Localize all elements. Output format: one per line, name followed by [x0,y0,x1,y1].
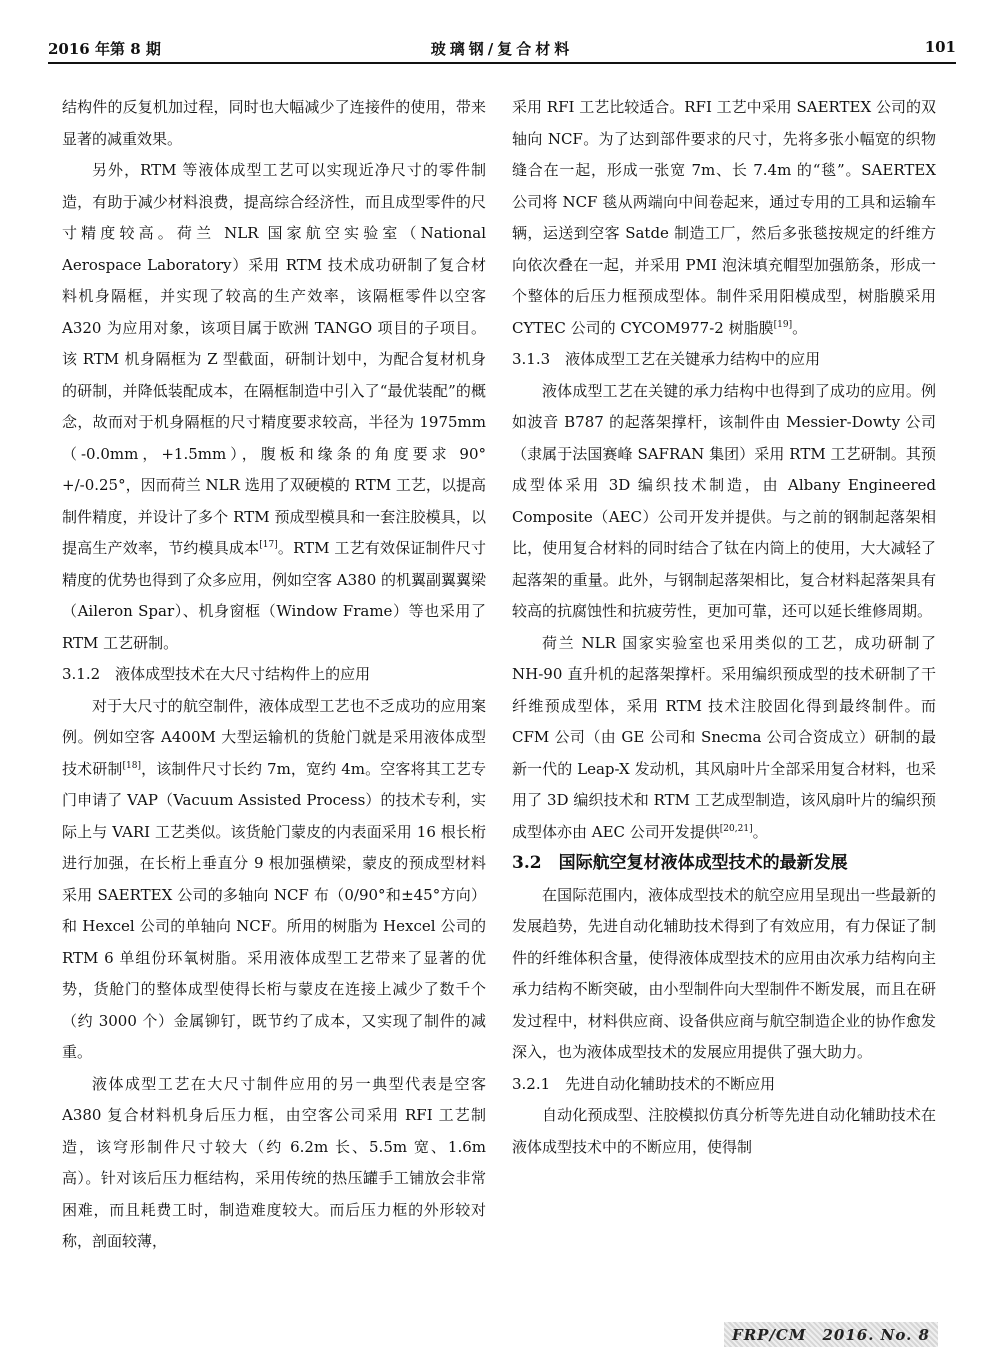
paragraph-text: 。RTM 工艺有效保证制件尺寸精度的优势也得到了众多应用，例如空客 A380 的机翼副翼翼梁（Aileron Spar）、机身窗框（Window Frame）等也采用了 RTM 工艺研制。 [62,539,487,652]
paragraph [62,691,486,1069]
running-header [48,34,956,64]
header-rule [48,62,956,64]
page-number: 101 [924,38,956,56]
paragraph-text: 对于大尺寸的航空制件，液体成型工艺也不乏成功的应用案例。例如空客 A400M 大型运输机的货舱门就是采用液体成型技术研制 [62,696,486,778]
citation: [20,21] [719,823,753,834]
paragraph-text: 采用 RFI 工艺比较适合。RFI 工艺中采用 SAERTEX 公司的双轴向 NCF。为了达到部件要求的尺寸，先将多张小幅宽的织物缝合在一起，形成一张宽 7m、长 7.4m 的“毯”。SAERTEX 公司将 NCF 毯从两端向中间卷起来，通过专用的工具和运输车辆，运送到空客 Satde 制造工厂，然后多张毯按规定的纤维方向依次叠在一起，并采用 PMI 泡沫填充帽型加强筋条，形成一个整体的后压力框预成型体。制件采用阳模成型，树脂膜采用 CYTEC 公司的 CYCOM977-2 树脂膜 [512,98,936,337]
paragraph [512,628,936,849]
paragraph-text: 另外，RTM 等液体成型工艺可以实现近净尺寸的零件制造，有助于减少材料浪费，提高综合经济性，而且成型零件的尺寸精度较高。荷兰 NLR 国家航空实验室（National Aerospace Laboratory）采用 RTM 技术成功研制了复合材料机身隔框，并实现了较高的生产效率，该隔框零件以空客 A320 为应用对象，该项目属于欧洲 TANGO 项目的子项目。该 RTM 机身隔框为 Z 型截面，研制计划中，为配合复材机身的研制，并降低装配成本，在隔框制造中引入了“最优装配”的概念，故而对于机身隔框的尺寸精度要求较高，半径为 1975mm（-0.0mm，+1.5mm），腹板和缘条的角度要求 90°+/-0.25°，因而荷兰 NLR 选用了双硬模的 RTM 工艺，以提高制件精度，并设计了多个 RTM 预成型模具和一套注胶模具，以提高生产效率，节约模具成本 [62,161,486,557]
section-heading-3-2: 3.2 国际航空复材液体成型技术的最新发展 [512,853,848,873]
subsection-heading-3-2-1: 3.2.1 先进自动化辅助技术的不断应用 [512,1074,776,1093]
paragraph-text: 。 [792,318,808,337]
paragraph: 在国际范围内，液体成型技术的航空应用呈现出一些最新的发展趋势，先进自动化辅助技术得到了有效应用，有力保证了制件的纤维体积含量，使得液体成型技术的应用由次承力结构向主承力结构不断突破，由小型制件向大型制件不断发展，而且在研发过程中，材料供应商、设备供应商与航空制造企业的协作愈发深入，也为液体成型技术的发展应用提供了强大助力。 [512,885,936,1061]
issue-label: 2016 年第 8 期 [48,40,161,58]
journal-footer-badge: FRP/CM 2016. No. 8 [724,1322,938,1347]
paragraph: 自动化预成型、注胶模拟仿真分析等先进自动化辅助技术在液体成型技术中的不断应用，使得制 [512,1106,936,1156]
subsection-heading-3-1-3: 3.1.3 液体成型工艺在关键承力结构中的应用 [512,350,821,368]
subsection-heading-3-1-2: 3.1.2 液体成型技术在大尺寸结构件上的应用 [62,665,371,683]
paragraph: 液体成型工艺在大尺寸制件应用的另一典型代表是空客 A380 复合材料机身后压力框，由空客公司采用 RFI 工艺制造，该穹形制件尺寸较大（约 6.2m 长、5.5m 宽、1.6m 高）。针对该后压力框结构，采用传统的热压罐手工铺放会非常困难，而且耗费工时，制造难度较大。而后压力框的外形较对称，剖面较薄， [62,1074,486,1250]
journal-title: 玻璃钢/复合材料 [430,40,574,58]
citation: [18] [122,760,141,771]
left-column [62,92,486,1258]
paragraph-text: 荷兰 NLR 国家实验室也采用类似的工艺，成功研制了 NH-90 直升机的起落架撑杆。采用编织预成型的技术研制了干纤维预成型体，采用 RTM 技术注胶固化得到最终制件。而 CFM 公司（由 GE 公司和 Snecma 公司合资成立）研制的最新一代的 Leap-X 发动机，其风扇叶片全部采用复合材料，也采用了 3D 编织技术和 RTM 工艺成型制造，该风扇叶片的编织预成型体亦由 AEC 公司开发提供 [512,633,936,841]
citation: [17] [259,540,278,550]
citation: [19] [773,319,793,330]
paragraph-text: 。 [752,822,768,841]
paragraph [512,92,936,344]
paragraph: 结构件的反复机加过程，同时也大幅减少了连接件的使用，带来显著的减重效果。 [62,98,486,148]
paragraph: 液体成型工艺在关键的承力结构中也得到了成功的应用。例如波音 B787 的起落架撑杆，该制件由 Messier-Dowty 公司（隶属于法国赛峰 SAFRAN 集团）采用 RTM 工艺研制。其预成型体采用 3D 编织技术制造，由 Albany Engineered Composite（AEC）公司开发并提供。与之前的钢制起落架相比，使用复合材料的同时结合了钛在内筒上的使用，大大减轻了起落架的重量。此外，与钢制起落架相比，复合材料起落架具有较高的抗腐蚀性和抗疲劳性，更加可靠，还可以延长维修周期。 [512,381,936,620]
paragraph-text: ，该制件尺寸长约 7m，宽约 4m。空客将其工艺专门申请了 VAP（Vacuum Assisted Process）的技术专利，实际上与 VARI 工艺类似。该货舱门蒙皮的内表面采用 16 根长桁进行加强，在长桁上垂直分 9 根加强横梁，蒙皮的预成型材料采用 SAERTEX 公司的多轴向 NCF 布（0/90°和±45°方向）和 Hexcel 公司的单轴向 NCF。所用的树脂为 Hexcel 公司的 RTM 6 单组份环氧树脂。采用液体成型工艺带来了显著的优势，货舱门的整体成型使得长桁与蒙皮在连接上减少了数千个（约 3000 个）金属铆钉，既节约了成本，又实现了制件的减重。 [62,759,486,1061]
right-column [512,92,936,1163]
paragraph [62,155,486,659]
